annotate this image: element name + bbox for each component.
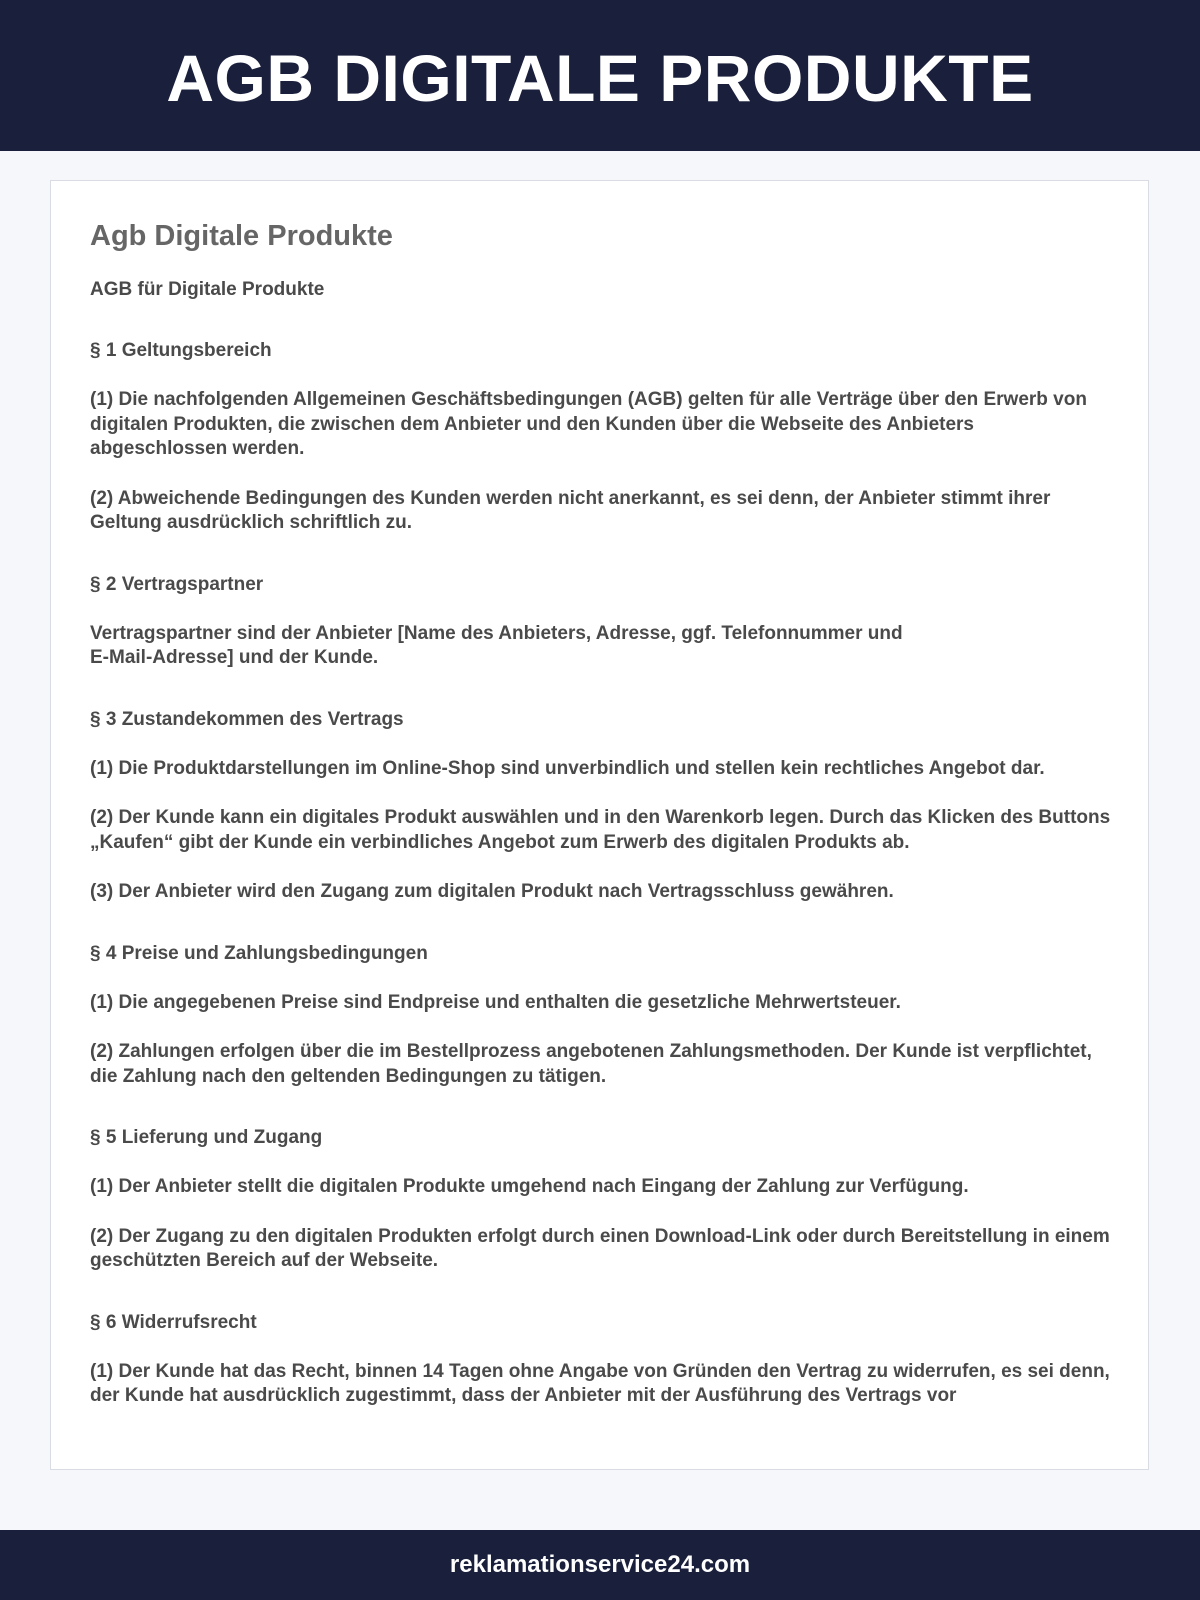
section-paragraph: (2) Der Kunde kann ein digitales Produkt auswählen und in den Warenkorb legen. Durch das Klicken des Buttons „Kaufen“ gibt der Kunde ein verbindliches Angebot zum Erwerb des digitalen Produkts ab.	[90, 807, 1111, 853]
page-footer	[0, 1530, 1200, 1600]
section-paragraph: Vertragspartner sind der Anbieter [Name des Anbieters, Adresse, ggf. Telefonnummer und E-Mail-Adresse] und der Kunde.	[90, 622, 903, 668]
section-paragraph: (1) Der Anbieter stellt die digitalen Produkte umgehend nach Eingang der Zahlung zur Verfügung.	[90, 1176, 969, 1197]
section-vertragspartner	[90, 573, 1112, 671]
section-heading: § 3 Zustandekommen des Vertrags	[90, 708, 404, 730]
section-heading: § 4 Preise und Zahlungsbedingungen	[90, 942, 428, 964]
document-content	[90, 219, 1112, 1409]
section-paragraph: (2) Abweichende Bedingungen des Kunden werden nicht anerkannt, es sei denn, der Anbieter stimmt ihrer Geltung ausdrücklich schriftlich zu.	[90, 487, 1051, 533]
page-header	[0, 0, 1200, 151]
section-paragraph: (3) Der Anbieter wird den Zugang zum digitalen Produkt nach Vertragsschluss gewähren.	[90, 881, 894, 902]
section-heading: § 6 Widerrufsrecht	[90, 1311, 257, 1333]
section-paragraph: (2) Der Zugang zu den digitalen Produkten erfolgt durch einen Download-Link oder durch Bereitstellung in einem geschützten Bereich auf der Webseite.	[90, 1225, 1110, 1271]
section-paragraph: (2) Zahlungen erfolgen über die im Bestellprozess angebotenen Zahlungsmethoden. Der Kunde ist verpflichtet, die Zahlung nach den geltenden Bedingungen zu tätigen.	[90, 1041, 1092, 1087]
section-widerrufsrecht	[90, 1311, 1112, 1409]
section-preise	[90, 942, 1112, 1090]
section-paragraph: (1) Die nachfolgenden Allgemeinen Geschäftsbedingungen (AGB) gelten für alle Verträge über den Erwerb von digitalen Produkten, die zwischen dem Anbieter und den Kunden über die Webseite des Anbieters abgeschlossen werden.	[90, 389, 1087, 459]
header-title: AGB DIGITALE PRODUKTE	[166, 40, 1034, 115]
section-heading: § 2 Vertragspartner	[90, 573, 264, 595]
section-heading: § 5 Lieferung und Zugang	[90, 1127, 323, 1148]
section-heading: § 1 Geltungsbereich	[90, 340, 272, 361]
section-paragraph: (1) Die Produktdarstellungen im Online-Shop sind unverbindlich und stellen kein rechtliches Angebot dar.	[90, 757, 1045, 779]
document-title: Agb Digitale Produkte	[90, 220, 393, 252]
section-lieferung	[90, 1126, 1112, 1274]
section-paragraph: (1) Der Kunde hat das Recht, binnen 14 Tagen ohne Angabe von Gründen den Vertrag zu widerrufen, es sei denn, der Kunde hat ausdrücklich zugestimmt, dass der Anbieter mit der Ausführung des Vertrags vor	[90, 1360, 1110, 1406]
footer-site-name: reklamationservice24.com	[449, 1551, 751, 1578]
document-card	[50, 180, 1149, 1470]
document-subtitle: AGB für Digitale Produkte	[90, 279, 325, 300]
section-zustandekommen	[90, 708, 1112, 905]
section-geltungsbereich	[90, 339, 1112, 536]
section-paragraph: (1) Die angegebenen Preise sind Endpreise und enthalten die gesetzliche Mehrwertsteuer.	[90, 991, 901, 1013]
